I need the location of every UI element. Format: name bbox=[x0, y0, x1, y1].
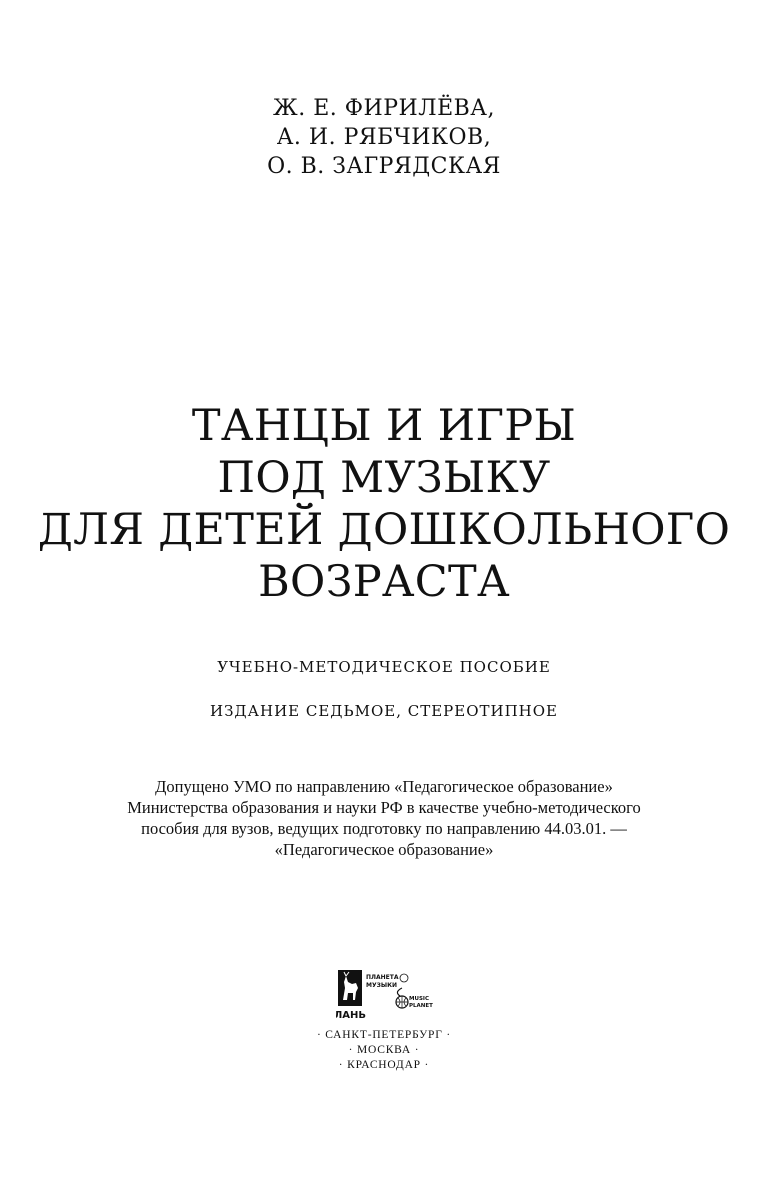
lan-planet-logo-icon bbox=[336, 968, 436, 1024]
music-note-icon bbox=[397, 988, 402, 996]
approval-line: Допущено УМО по направлению «Педагогическое образование» bbox=[155, 777, 613, 796]
music-planet-text: MUSIC bbox=[409, 996, 429, 1002]
city-line: · САНКТ-ПЕТЕРБУРГ · bbox=[316, 1029, 451, 1041]
publication-type: УЧЕБНО-МЕТОДИЧЕСКОЕ ПОСОБИЕ bbox=[217, 658, 551, 676]
title-line: ВОЗРАСТА bbox=[258, 557, 510, 607]
authors bbox=[0, 94, 768, 181]
planet-logo-text: МУЗЫКИ bbox=[366, 982, 398, 989]
city-line: · МОСКВА · bbox=[348, 1044, 420, 1056]
lan-logo-text: ЛАНЬ bbox=[336, 1010, 367, 1021]
music-planet-text: PLANET bbox=[409, 1003, 433, 1009]
author-name: О. В. ЗАГРЯДСКАЯ bbox=[267, 154, 501, 179]
edition-info: ИЗДАНИЕ СЕДЬМОЕ, СТЕРЕОТИПНОЕ bbox=[210, 702, 558, 720]
author-name: А. И. РЯБЧИКОВ, bbox=[276, 125, 492, 150]
approval-line: Министерства образования и науки РФ в качестве учебно-методического bbox=[127, 798, 641, 817]
city-line: · КРАСНОДАР · bbox=[338, 1059, 430, 1071]
approval-line: «Педагогическое образование» bbox=[274, 840, 494, 859]
approval-line: пособия для вузов, ведущих подготовку по направлению 44.03.01. — bbox=[141, 819, 627, 838]
approval-note bbox=[0, 776, 768, 860]
book-title bbox=[0, 400, 768, 608]
author-name: Ж. Е. ФИРИЛЁВА, bbox=[273, 96, 495, 121]
publisher-cities bbox=[0, 1028, 768, 1073]
title-line: ТАНЦЫ И ИГРЫ bbox=[191, 401, 577, 451]
publisher-logo bbox=[336, 968, 436, 1024]
planet-logo-text: ПЛАНЕТА bbox=[366, 974, 399, 981]
registered-mark-icon bbox=[400, 974, 408, 982]
title-line: ДЛЯ ДЕТЕЙ ДОШКОЛЬНОГО bbox=[37, 505, 731, 555]
title-line: ПОД МУЗЫКУ bbox=[217, 453, 551, 503]
